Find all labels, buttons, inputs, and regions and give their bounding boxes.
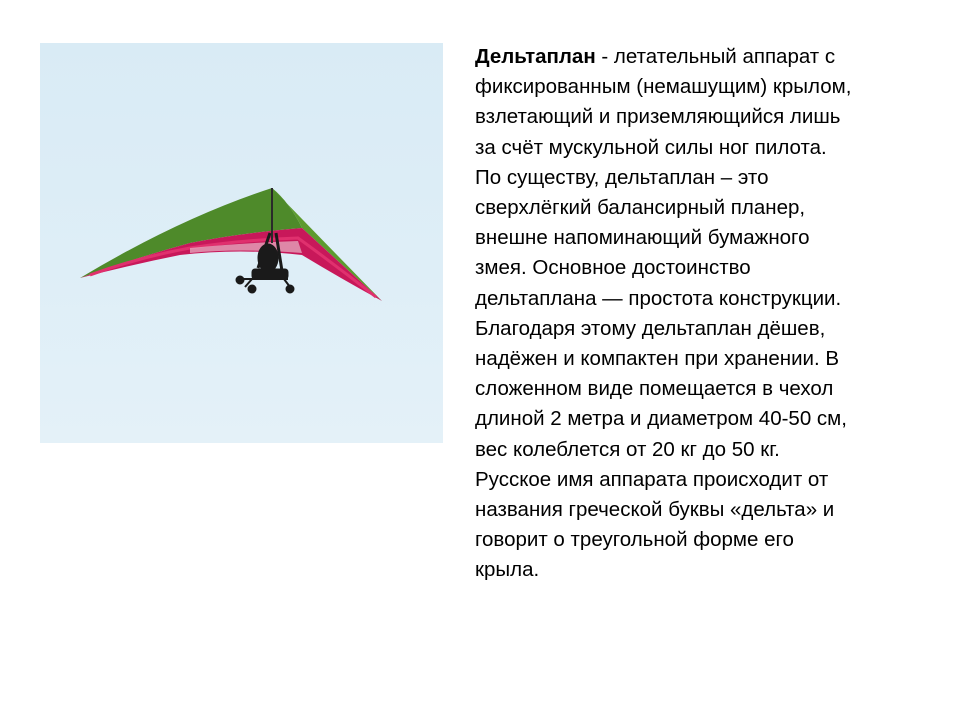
text-line-3: взлетающий и приземляющийся лишь <box>475 105 841 129</box>
text-line-11: надёжен и компактен при хранении. В <box>475 347 840 371</box>
term-title: Дельтаплан <box>475 45 596 68</box>
text-line-2: фиксированным (немашущим) крылом, <box>475 75 852 99</box>
text-line-7: внешне напоминающий бумажного <box>475 226 810 250</box>
text-line-13: длиной 2 метра и диаметром 40-50 см, <box>475 407 847 431</box>
text-line-8: змея. Основное достоинство <box>475 256 751 280</box>
hang-glider-illustration <box>40 43 443 443</box>
slide-text <box>475 42 925 586</box>
text-line-9: дельтаплана — простота конструкции. <box>475 286 842 310</box>
text-line-15: Русское имя аппарата происходит от <box>475 467 829 491</box>
text-line-17: говорит о треугольной форме его <box>475 528 794 552</box>
text-line-12: сложенном виде помещается в чехол <box>475 377 834 401</box>
definition-start: - летательный аппарат с <box>595 45 836 68</box>
text-line-6: сверхлёгкий балансирный планер, <box>475 196 806 220</box>
text-line-16: названия греческой буквы «дельта» и <box>475 498 835 522</box>
text-line-18: крыла. <box>475 558 540 582</box>
text-line-4: за счёт мускульной силы ног пилота. <box>475 135 827 159</box>
hang-glider-photo <box>40 43 443 443</box>
text-line-1 <box>475 42 925 72</box>
text-line-14: вес колеблется от 20 кг до 50 кг. <box>475 437 780 461</box>
text-line-5: По существу, дельтаплан – это <box>475 165 769 189</box>
text-line-10: Благодаря этому дельтаплан дёшев, <box>475 316 826 340</box>
